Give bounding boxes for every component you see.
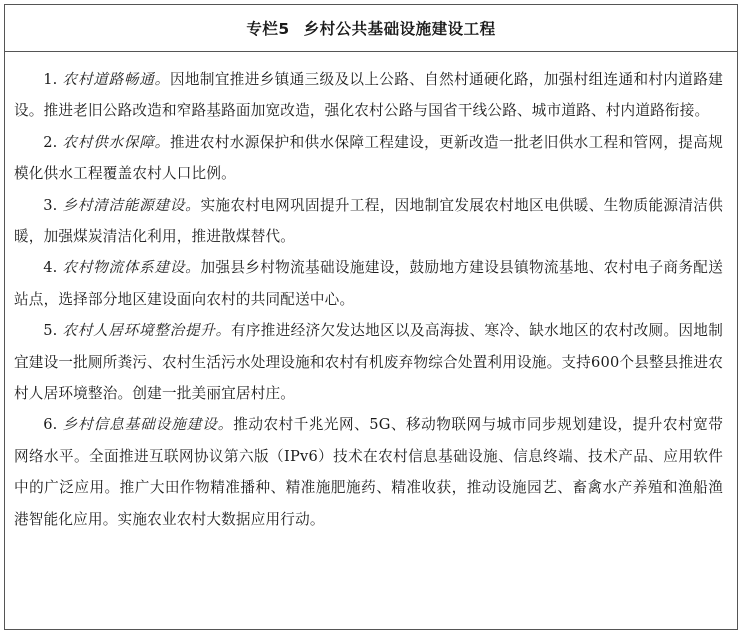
item-body: 因地制宜推进乡镇通三级及以上公路、自然村通硬化路，加强村组连通和村内道路建设。推进老旧公路改造和窄路基路面加宽改造，强化农村公路与国省干线公路、城市道路、村内道路衔接。 [14,71,724,120]
item-5 [14,315,723,409]
column-title [246,17,495,39]
item-body: 推动农村千兆光网、5G、移动物联网与城市同步规划建设，提升农村宽带网络水平。全面推进互联网协议第六版（IPv6）技术在农村信息基础设施、信息终端、技术产品、应用软件中的广泛应用。推广大田作物精准播种、精准施肥施药、精准收获，推动设施园艺、畜禽水产养殖和渔船渔港智能化应用。实施农业农村大数据应用行动。 [14,416,723,528]
item-number: 5. [43,322,58,340]
title-row [5,5,737,52]
item-number: 2. [43,133,58,151]
item-heading: 农村人居环境整治提升。 [62,322,231,340]
item-number: 6. [43,416,58,434]
item-body: 推进农村水源保护和供水保障工程建设，更新改造一批老旧供水工程和管网，提高规模化供水工程覆盖农村人口比例。 [14,133,724,183]
item-heading: 农村道路畅通。 [62,71,170,88]
item-3 [14,190,723,253]
item-body: 有序推进经济欠发达地区以及高海拔、寒冷、缺水地区的农村改厕。因地制宜建设一批厕所粪污、农村生活污水处理设施和农村有机废弃物综合处置利用设施。支持600个县整县推进农村人居环境整治。创建一批美丽宜居村庄。 [14,322,724,403]
item-number: 3. [43,196,58,214]
item-heading: 农村物流体系建设。 [62,259,201,277]
item-heading: 农村供水保障。 [62,133,170,151]
item-6 [14,409,723,535]
item-1 [14,64,723,127]
column-number: 专栏5 [246,20,290,38]
item-2 [14,127,723,190]
item-4 [14,252,723,315]
item-number: 1. [43,71,58,88]
item-number: 4. [43,259,58,277]
column-box [4,4,738,630]
item-body: 实施农村电网巩固提升工程，因地制宜发展农村地区电供暖、生物质能源清洁供暖，加强煤炭清洁化利用，推进散煤替代。 [14,196,723,246]
item-heading: 乡村信息基础设施建设。 [62,416,234,434]
column-content [5,52,737,535]
item-body: 加强县乡村物流基础设施建设，鼓励地方建设县镇物流基地、农村电子商务配送站点，选择部分地区建设面向农村的共同配送中心。 [14,259,723,308]
column-title-text: 乡村公共基础设施建设工程 [303,20,496,38]
item-heading: 乡村清洁能源建设。 [62,196,201,214]
